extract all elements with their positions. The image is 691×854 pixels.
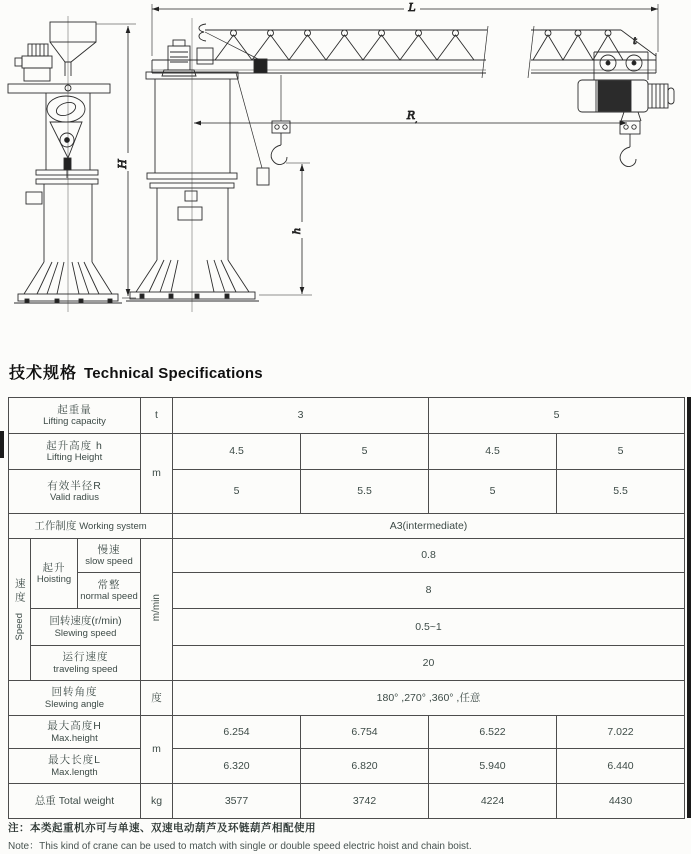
max-height-value: 7.022	[557, 716, 685, 749]
speed-unit: m/min	[141, 539, 173, 681]
footnote-en: Note：This kind of crane can be used to match with single or double speed electric hoist and chain boist.	[8, 841, 472, 852]
trolley-hoist	[578, 52, 674, 166]
crane-drawing	[0, 0, 691, 358]
speed-group-label: 速度 Speed	[9, 539, 31, 681]
lift-height-unit: m	[141, 434, 173, 514]
dimension-h	[259, 163, 312, 295]
row-max-length	[9, 749, 685, 784]
total-weight-value: 4224	[429, 784, 557, 819]
max-height-label: 最大高度H Max.height	[9, 716, 141, 749]
section-title-en: Technical Specifications	[84, 365, 263, 382]
total-weight-label: 总重 Total weight	[9, 784, 141, 819]
row-lift-height	[9, 434, 685, 470]
capacity-value-3t: 3	[173, 398, 429, 434]
radius-value: 5.5	[557, 470, 685, 514]
capacity-label: 起重量 Lifting capacity	[9, 398, 141, 434]
side-view	[8, 16, 122, 312]
label-R: $R_,$	[406, 109, 418, 124]
rope-drum	[598, 81, 631, 111]
slewing-motor	[162, 40, 196, 76]
total-weight-value: 3577	[173, 784, 301, 819]
lift-height-value: 5	[557, 434, 685, 470]
row-slow-speed	[9, 539, 685, 573]
label-L: L	[408, 1, 416, 14]
max-length-value: 6.820	[301, 749, 429, 784]
slew-body	[47, 96, 85, 122]
row-normal-speed	[9, 573, 685, 609]
jib-truss	[152, 24, 656, 78]
max-length-value: 6.440	[557, 749, 685, 784]
slew-drive-motor	[15, 44, 52, 81]
section-title	[9, 360, 263, 383]
slewing-speed-label: 回转速度(r/min) Slewing speed	[31, 609, 141, 646]
label-h: h	[291, 227, 303, 235]
radius-value: 5	[173, 470, 301, 514]
footnote-zh: 注：本类起重机亦可与单速、双速电动葫芦及环链葫芦相配使用	[8, 822, 316, 834]
row-traveling-speed	[9, 646, 685, 681]
hoist-motor	[648, 84, 668, 108]
pendant-control	[257, 168, 269, 185]
capacity-unit: t	[141, 398, 173, 434]
row-slewing-angle	[9, 681, 685, 716]
normal-speed-label: 常整 normal speed	[78, 573, 141, 609]
slewing-angle-label: 回转角度 Slewing angle	[9, 681, 141, 716]
pendant-cable	[236, 73, 262, 168]
max-height-value: 6.522	[429, 716, 557, 749]
junction-box	[26, 192, 42, 204]
radius-label: 有效半径R Valid radius	[9, 470, 141, 514]
row-capacity	[9, 398, 685, 434]
slewing-angle-value: 180° ,270° ,360° ,任意	[173, 681, 685, 716]
working-system-value: A3(intermediate)	[173, 514, 685, 539]
label-t: t	[633, 36, 637, 47]
radius-value: 5	[429, 470, 557, 514]
normal-speed-value: 8	[173, 573, 685, 609]
end-stop-bracket	[199, 24, 206, 41]
max-height-unit: m	[141, 716, 173, 784]
row-slewing-speed	[9, 609, 685, 646]
footnotes	[8, 820, 472, 852]
base	[126, 260, 259, 301]
scan-artifact-left	[0, 431, 4, 458]
slewing-angle-unit: 度	[141, 681, 173, 716]
max-length-label: 最大长度L Max.length	[9, 749, 141, 784]
slewing-speed-value: 0.5~1	[173, 609, 685, 646]
working-system-label: 工作制度 Working system	[9, 514, 173, 539]
control-box	[197, 48, 213, 64]
trolley-buffer	[254, 59, 267, 73]
total-weight-value: 3742	[301, 784, 429, 819]
radius-value: 5.5	[301, 470, 429, 514]
row-working-system	[9, 514, 685, 539]
total-weight-unit: kg	[141, 784, 173, 819]
traveling-speed-label: 运行速度 traveling speed	[31, 646, 141, 681]
section-title-zh: 技术规格	[9, 365, 78, 382]
traveling-speed-value: 20	[173, 646, 685, 681]
label-H: H	[116, 159, 129, 169]
lift-height-value: 4.5	[429, 434, 557, 470]
front-view	[126, 18, 269, 312]
slow-speed-label: 慢速 slow speed	[78, 539, 141, 573]
hook-max-radius	[620, 112, 641, 166]
spec-table	[8, 397, 685, 819]
total-weight-value: 4430	[557, 784, 685, 819]
lift-height-value: 4.5	[173, 434, 301, 470]
slow-speed-value: 0.8	[173, 539, 685, 573]
hopper	[50, 22, 96, 42]
hook-min-radius	[271, 75, 290, 164]
scan-artifact-right	[687, 397, 691, 818]
row-total-weight	[9, 784, 685, 819]
lift-height-label: 起升高度 h Lifting Height	[9, 434, 141, 470]
max-length-value: 5.940	[429, 749, 557, 784]
max-height-value: 6.754	[301, 716, 429, 749]
lift-height-value: 5	[301, 434, 429, 470]
dimension-R	[194, 108, 627, 124]
max-height-value: 6.254	[173, 716, 301, 749]
slew-support-plate	[8, 84, 110, 93]
row-radius	[9, 470, 685, 514]
dimension-L	[152, 1, 658, 56]
row-max-height	[9, 716, 685, 749]
max-length-value: 6.320	[173, 749, 301, 784]
capacity-value-5t: 5	[429, 398, 685, 434]
dimension-H	[96, 24, 136, 298]
hoisting-label: 起升 Hoisting	[31, 539, 78, 609]
